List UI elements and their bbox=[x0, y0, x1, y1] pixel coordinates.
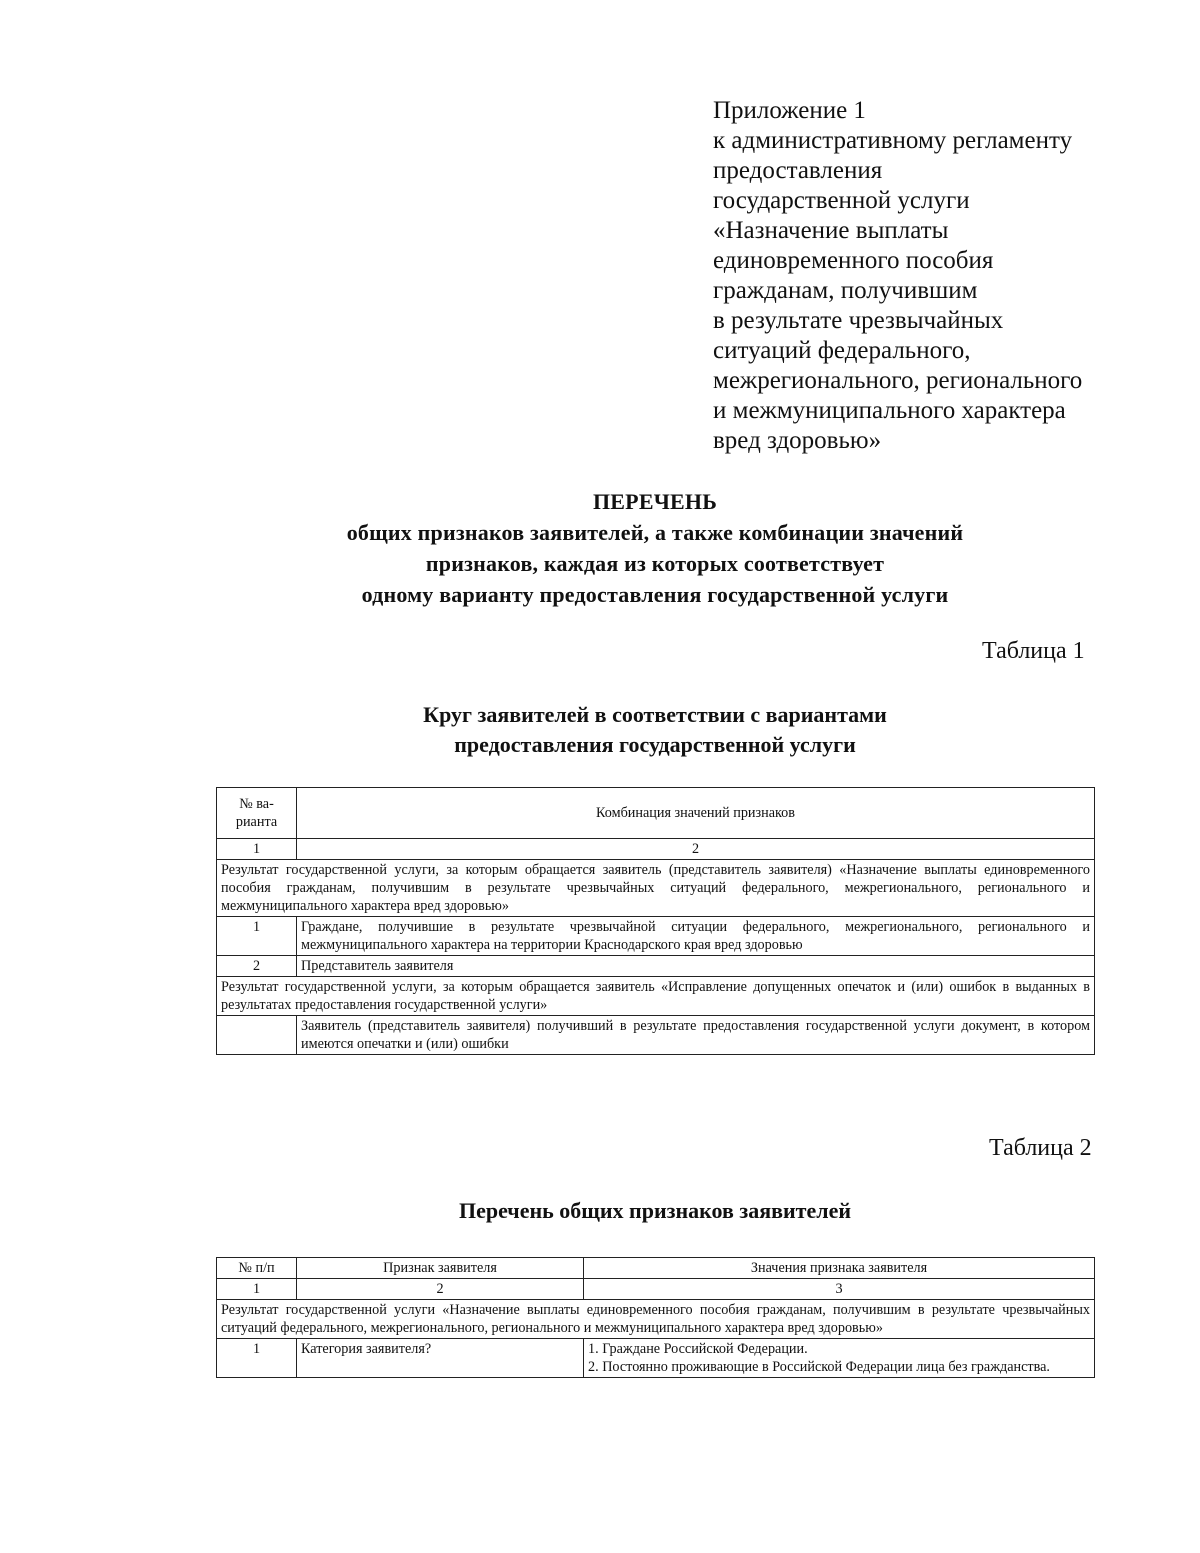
appendix-line: единовременного пособия bbox=[713, 247, 994, 274]
appendix-line: межрегионального, регионального bbox=[713, 367, 1083, 394]
appendix-line: ситуаций федерального, bbox=[713, 337, 971, 364]
document-title-line: признаков, каждая из которых соответствует bbox=[425, 551, 885, 576]
column-number: 3 bbox=[584, 1279, 1095, 1300]
section-heading: Результат государственной услуги, за которым обращается заявитель (представитель заявителя) «Назначение выплаты единовременного пособия гражданам, получившим в результате чрезвычайных ситуаций федерального, межрегионального, регионального и межмуниципального характера вред здоровью» bbox=[217, 860, 1095, 917]
column-number: 1 bbox=[217, 839, 297, 860]
header-sign: Признак заявителя bbox=[297, 1258, 584, 1279]
section-heading: Результат государственной услуги «Назначение выплаты единовременного пособия гражданам, получившим в результате чрезвычайных ситуаций федерального, межрегионального, регионального и межмуниципального характера вред здоровью» bbox=[217, 1300, 1095, 1339]
document-title bbox=[150, 486, 1160, 610]
variant-number bbox=[217, 1016, 297, 1055]
appendix-line: в результате чрезвычайных bbox=[713, 307, 1004, 334]
appendix-line: гражданам, получившим bbox=[713, 277, 978, 304]
table1-title bbox=[150, 700, 1160, 760]
appendix-line: вред здоровью» bbox=[713, 427, 882, 454]
appendix-line: и межмуниципального характера bbox=[713, 397, 1066, 424]
table2 bbox=[216, 1257, 1095, 1378]
document-title-line: одному варианту предоставления государственной услуги bbox=[361, 582, 949, 607]
document-title-line: общих признаков заявителей, а также комбинации значений bbox=[346, 520, 964, 545]
table1-title-line: Круг заявителей в соответствии с вариантами bbox=[423, 702, 887, 727]
table-section-row bbox=[217, 1300, 1095, 1339]
appendix-line: государственной услуги bbox=[713, 187, 970, 214]
sign-name: Категория заявителя? bbox=[297, 1339, 584, 1378]
table-row bbox=[217, 917, 1095, 956]
sign-values bbox=[584, 1339, 1095, 1378]
column-number: 2 bbox=[297, 839, 1095, 860]
table-row bbox=[217, 1339, 1095, 1378]
appendix-header bbox=[713, 96, 1153, 456]
table-row bbox=[217, 1016, 1095, 1055]
table1-title-line: предоставления государственной услуги bbox=[454, 732, 856, 757]
variant-description: Представитель заявителя bbox=[297, 956, 1095, 977]
table2-label: Таблица 2 bbox=[989, 1135, 1092, 1161]
column-number: 1 bbox=[217, 1279, 297, 1300]
table-section-row bbox=[217, 860, 1095, 917]
variant-number: 2 bbox=[217, 956, 297, 977]
table-row bbox=[217, 956, 1095, 977]
header-sign-values: Значения признака заявителя bbox=[584, 1258, 1095, 1279]
appendix-line: к административному регламенту bbox=[713, 127, 1073, 154]
variant-description: Граждане, получившие в результате чрезвычайной ситуации федерального, межрегионального, регионального и межмуниципального характера на территории Краснодарского края вред здоровью bbox=[297, 917, 1095, 956]
appendix-line: Приложение 1 bbox=[713, 97, 866, 124]
table-header-row bbox=[217, 1258, 1095, 1279]
table-header-row bbox=[217, 788, 1095, 839]
table-numbering-row bbox=[217, 839, 1095, 860]
table-section-row bbox=[217, 977, 1095, 1016]
header-number: № п/п bbox=[217, 1258, 297, 1279]
header-combination: Комбинация значений признаков bbox=[297, 788, 1095, 839]
table-numbering-row bbox=[217, 1279, 1095, 1300]
appendix-line: «Назначение выплаты bbox=[713, 217, 949, 244]
sign-value: 1. Граждане Российской Федерации. bbox=[588, 1341, 808, 1357]
row-number: 1 bbox=[217, 1339, 297, 1378]
variant-description: Заявитель (представитель заявителя) получивший в результате предоставления государственной услуги документ, в котором имеются опечатки и (или) ошибки bbox=[297, 1016, 1095, 1055]
table2-title: Перечень общих признаков заявителей bbox=[458, 1198, 852, 1223]
section-heading: Результат государственной услуги, за которым обращается заявитель «Исправление допущенных опечаток и (или) ошибок в выданных в результатах предоставления государственной услуги» bbox=[217, 977, 1095, 1016]
appendix-line: предоставления bbox=[713, 157, 883, 184]
table1 bbox=[216, 787, 1095, 1055]
header-variant-number: № ва- рианта bbox=[217, 788, 297, 839]
variant-number: 1 bbox=[217, 917, 297, 956]
document-title-line: ПЕРЕЧЕНЬ bbox=[593, 489, 717, 514]
table1-label: Таблица 1 bbox=[982, 638, 1085, 664]
column-number: 2 bbox=[297, 1279, 584, 1300]
sign-value: 2. Постоянно проживающие в Российской Федерации лица без гражданства. bbox=[588, 1359, 1050, 1375]
